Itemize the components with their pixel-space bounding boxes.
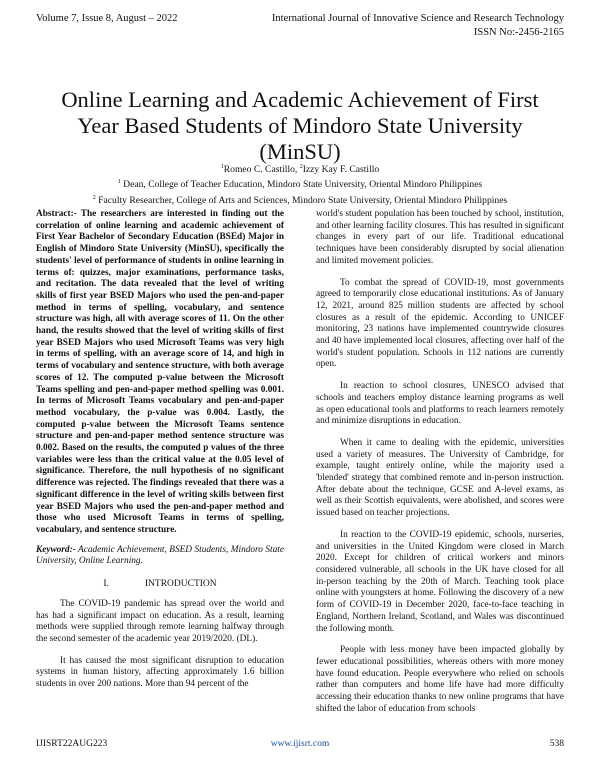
paragraph: world's student population has been touched by school, institution, and other learning facility closures. This has resulted in significant changes in every part of our life. Traditional educational techniques have been considerably disrupted by social alienation and limited movement policies. — [316, 209, 564, 266]
affiliation-1 — [40, 176, 560, 191]
section-number: I. — [103, 579, 109, 590]
left-column — [36, 209, 284, 701]
paragraph: To combat the spread of COVID-19, most governments agreed to temporarily close educational institutions. As of January 12, 2021, around 825 million students are affected by school closures as a result of the epidemic. According to UNICEF monitoring, 23 nations have implemented countrywide closures and 40 have implemented local closures, affecting over half of the world's student population. Schools in 112 nations are currently open. — [316, 277, 564, 370]
paragraph: When it came to dealing with the epidemic, universities used a variety of measures. The University of Cambridge, for example, taught entirely online, while the majority used a 'blended' strategy that combined remote and in-person instruction. After debate about the technique, GCSE and A-level exams, as well as their Scottish equivalents, were abolished, and scores were issued based on teacher projections. — [316, 437, 564, 519]
keywords-label: Keyword:- — [36, 544, 76, 555]
keywords-text: Academic Achievement, BSED Students, Mindoro State University, Online Learning. — [36, 544, 284, 567]
page-number: 538 — [549, 739, 564, 749]
affiliation-2 — [40, 192, 560, 207]
paragraph: People with less money have been impacted globally by fewer educational possibilities, whereas others with more money have found education. People everywhere who relied on schools rather than computers and home life have had more difficulty accessing their education thanks to new online programs that have shifted the labor of education from schools — [316, 645, 564, 714]
paper-title: Online Learning and Academic Achievement of First Year Based Students of Mindoro State University (MinSU) — [61, 87, 539, 165]
abstract: Abstract:- The researchers are interested in finding out the correlation of online learning and academic achievement of First Year Bachelor of Secondary Education (BSEd) Major in English of Mindoro State University (MinSU), specifically the students' level of performance of students in online learning in terms of: quizzes, major examinations, performance tasks, and recitation. The data revealed that the level of writing skills of first year BSED Majors who used the pen-and-paper method in terms of spelling, vocabulary, and sentence structure was high, all with average scores of 11. On the other hand, the results showed that the level of writing skills of first year BSED Majors who used Microsoft Teams was very high in terms of spelling, with an average score of 14, and high in terms of vocabulary and sentence structure, with both average scores of 12. The computed p-value between the Microsoft Teams spelling and pen-and-paper method spelling was 0.001. In terms of Microsoft Teams vocabulary and pen-and-paper method vocabulary, the p-value was 0.004. Lastly, the computed p-value between the Microsoft Teams sentence structure and pen-and-paper method sentence structure was 0.002. Based on the results, the computed p values of the three variables were less than the critical value at the 0.05 level of significance. Therefore, the null hypothesis of no significant difference was rejected. The findings revealed that there was a significant difference in the level of writing skills between first year BSED Majors who used the pen-and-paper method and those who used Microsoft Teams in terms of spelling, vocabulary, and sentence structure. — [36, 209, 284, 535]
running-header-volume: Volume 7, Issue 8, August – 2022 — [36, 13, 178, 24]
author2-mark: 2 — [299, 164, 303, 170]
author-names — [40, 161, 560, 176]
affiliation-2-text: Faculty Researcher, College of Arts and Sciences, Mindoro State University, Oriental Mindoro Philippines — [95, 194, 508, 206]
section-title: INTRODUCTION — [144, 579, 217, 590]
author1-mark: 1 — [220, 164, 224, 170]
running-header-issn: ISSN No:-2456-2165 — [473, 27, 564, 38]
footer-website-link[interactable]: www.ijisrt.com — [270, 739, 330, 749]
author-block — [40, 161, 560, 207]
right-column — [316, 209, 564, 725]
paragraph: In reaction to school closures, UNESCO advised that schools and teachers employ distance learning programs as well as open educational tools and platforms to reach learners remotely and minimize disruptions in education. — [316, 381, 564, 427]
affiliation-1-mark: 1 — [117, 179, 121, 186]
paragraph: It has caused the most significant disruption to education systems in human history, affecting approximately 1.6 billion students in over 200 nations. More than 94 percent of the — [36, 655, 284, 690]
paragraph: In reaction to the COVID-19 epidemic, schools, nurseries, and universities in the United Kingdom were closed in March 2020. Except for children of critical workers and minors considered vulnerable, all schools in the UK have closed for all in-person teaching by the 20th of March. Teaching took place online with youngsters at home. Following the discovery of a new form of COVID-19 in December 2020, face-to-face teaching in England, Northern Ireland, Scotland, and Wales was discontinued the following month. — [316, 529, 564, 634]
running-header-journal: International Journal of Innovative Science and Research Technology — [271, 13, 564, 24]
paragraph: The COVID-19 pandemic has spread over the world and has had a significant impact on education. As a result, learning methods were supplied through remote learning halfway through the second semester of the academic year 2019/2020. (DL). — [36, 598, 284, 644]
affiliation-2-mark: 2 — [92, 194, 96, 201]
keywords — [36, 545, 284, 568]
affiliation-1-text: Dean, College of Teacher Education, Mindoro State University, Oriental Mindoro Philippines — [120, 179, 483, 191]
section-heading — [36, 579, 284, 591]
author1-name: Romeo C. Castillo, — [223, 164, 300, 176]
footer-paper-id: IJISRT22AUG223 — [36, 739, 108, 749]
author2-name: Izzy Kay F. Castillo — [302, 164, 380, 176]
